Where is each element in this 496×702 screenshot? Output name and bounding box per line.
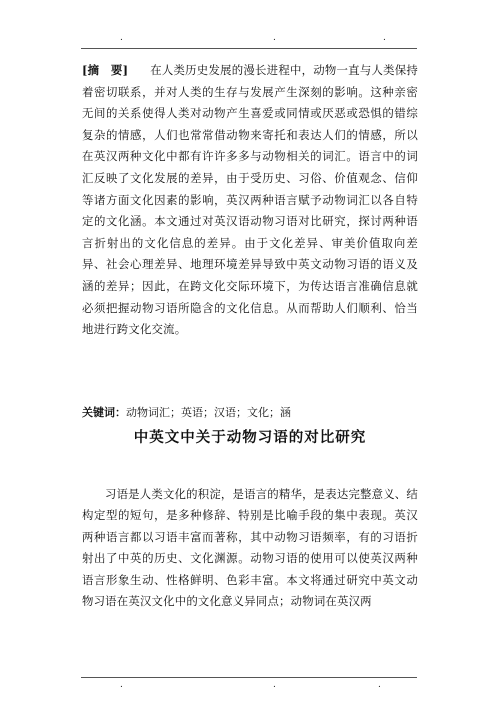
body-paragraph: 习语是人类文化的积淀，是语言的精华，是表达完整意义、结构定型的短句，是多种修辞、特别是比喻手段的集中表现。英汉两种语言都以习语丰富而著称，其中动物习语频率，有的习语折射出了中英的历史、文化渊源。动物习语的使用可以使英汉两种语言形象生动、性格鲜明、色彩丰富。本文将通过研究中英文动物习语在英汉文化中的文化意义异同点；动物词在英汉两 [82,487,418,609]
article-title: 中英文中关于动物习语的对比研究 [133,429,367,446]
page-footer [0,680,496,692]
abstract-section [82,60,418,341]
header-mark-right: . [383,33,386,43]
header-mark-left: . [120,33,123,43]
keywords-label: 关键词： [82,406,126,419]
abstract-text: 在人类历史发展的漫长进程中，动物一直与人类保持着密切联系，并对人类的生存与发展产生深刻的影响。这种亲密无间的关系使得人类对动物产生喜爱或同情或厌恶或恐惧的错综复杂的情感，人们也常常借动物来寄托和表达人们的情感，所以在英汉两种文化中都有许许多多与动物相关的词汇。语言中的词汇反映了文化发展的差异，由于受历史、习俗、价值观念、信仰等诸方面文化因素的影响，英汉两种语言赋予动物词汇以各自特定的文化涵。本文通过对英汉语动物习语对比研究，探讨两种语言折射出的文化信息的差异。由于文化差异、审美价值取向差异、社会心理差异、地理环境差异导致中英文动物习语的语义及涵的差异；因此，在跨文化交际环境下，为传达语言准确信息就必须把握动物习语所隐含的文化信息。从而帮助人们顺利、恰当地进行跨文化交流。 [82,63,418,337]
header-mark-center: . [273,33,276,43]
header-rule [81,48,417,49]
footer-mark-left: . [120,680,123,690]
footer-mark-right: . [378,680,381,690]
footer-mark-center: . [273,680,276,690]
keywords-text: 动物词汇；英语；汉语；文化；涵 [126,406,291,419]
footer-rule [81,677,417,678]
abstract-label: [摘 要] [82,63,129,77]
keywords-line [82,405,418,421]
page-header [0,33,496,45]
